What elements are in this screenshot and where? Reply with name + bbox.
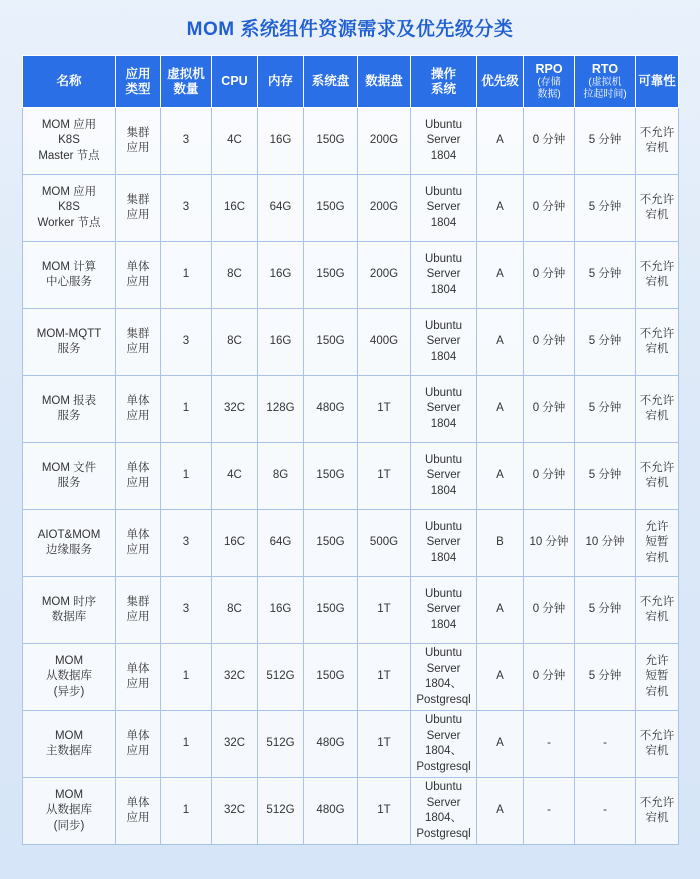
cell-app-type: 单体 应用 (116, 376, 161, 443)
header-memory: 内存 (258, 56, 304, 108)
header-data-disk: 数据盘 (358, 56, 411, 108)
cell-vm-count: 3 (161, 577, 212, 644)
cell-os: Ubuntu Server 1804 (411, 443, 477, 510)
cell-vm-count: 1 (161, 778, 212, 845)
cell-data-disk: 200G (358, 242, 411, 309)
cell-system-disk: 150G (304, 644, 358, 711)
cell-reliability: 允许 短暂 宕机 (636, 644, 679, 711)
header-priority: 优先级 (477, 56, 524, 108)
cell-os: Ubuntu Server 1804 (411, 309, 477, 376)
cell-system-disk: 480G (304, 778, 358, 845)
header-name: 名称 (23, 56, 116, 108)
cell-rto: 5 分钟 (575, 175, 636, 242)
cell-reliability: 不允许 宕机 (636, 376, 679, 443)
cell-vm-count: 1 (161, 644, 212, 711)
cell-os: Ubuntu Server 1804 (411, 108, 477, 175)
table-row (23, 644, 679, 711)
cell-rpo: 0 分钟 (524, 108, 575, 175)
cell-reliability: 不允许 宕机 (636, 577, 679, 644)
cell-priority: A (477, 644, 524, 711)
cell-system-disk: 150G (304, 309, 358, 376)
header-rpo: RPO (存储 数据) (524, 56, 575, 108)
cell-vm-count: 1 (161, 711, 212, 778)
cell-data-disk: 1T (358, 711, 411, 778)
header-system-disk: 系统盘 (304, 56, 358, 108)
cell-data-disk: 200G (358, 175, 411, 242)
cell-memory: 128G (258, 376, 304, 443)
cell-app-type: 集群 应用 (116, 577, 161, 644)
cell-cpu: 32C (212, 376, 258, 443)
cell-reliability: 允许 短暂 宕机 (636, 510, 679, 577)
header-app-type: 应用 类型 (116, 56, 161, 108)
cell-name: MOM 应用 K8S Worker 节点 (23, 175, 116, 242)
cell-name: MOM 时序 数据库 (23, 577, 116, 644)
cell-priority: A (477, 242, 524, 309)
cell-vm-count: 3 (161, 108, 212, 175)
cell-memory: 512G (258, 711, 304, 778)
cell-cpu: 8C (212, 242, 258, 309)
cell-data-disk: 1T (358, 376, 411, 443)
cell-os: Ubuntu Server 1804 (411, 577, 477, 644)
cell-name: MOM 文件 服务 (23, 443, 116, 510)
resource-table (22, 55, 679, 845)
cell-cpu: 32C (212, 778, 258, 845)
cell-cpu: 32C (212, 711, 258, 778)
cell-os: Ubuntu Server 1804、 Postgresql (411, 711, 477, 778)
table-row (23, 108, 679, 175)
cell-rto: 5 分钟 (575, 309, 636, 376)
cell-reliability: 不允许 宕机 (636, 309, 679, 376)
cell-reliability: 不允许 宕机 (636, 711, 679, 778)
cell-app-type: 单体 应用 (116, 510, 161, 577)
cell-priority: A (477, 175, 524, 242)
cell-rto: 5 分钟 (575, 443, 636, 510)
cell-memory: 16G (258, 108, 304, 175)
cell-memory: 64G (258, 510, 304, 577)
cell-data-disk: 1T (358, 577, 411, 644)
table-row (23, 242, 679, 309)
cell-reliability: 不允许 宕机 (636, 242, 679, 309)
cell-vm-count: 3 (161, 309, 212, 376)
cell-app-type: 单体 应用 (116, 242, 161, 309)
cell-name: MOM 从数据库 (同步) (23, 778, 116, 845)
cell-memory: 16G (258, 309, 304, 376)
cell-rpo: 0 分钟 (524, 242, 575, 309)
cell-app-type: 集群 应用 (116, 108, 161, 175)
cell-system-disk: 150G (304, 242, 358, 309)
cell-name: MOM 报表 服务 (23, 376, 116, 443)
cell-name: AIOT&MOM 边缘服务 (23, 510, 116, 577)
cell-vm-count: 1 (161, 242, 212, 309)
cell-priority: A (477, 376, 524, 443)
cell-app-type: 单体 应用 (116, 443, 161, 510)
cell-rto: 5 分钟 (575, 108, 636, 175)
cell-data-disk: 400G (358, 309, 411, 376)
table-row (23, 309, 679, 376)
page-title: MOM 系统组件资源需求及优先级分类 (186, 19, 514, 40)
cell-app-type: 单体 应用 (116, 644, 161, 711)
table-row (23, 376, 679, 443)
cell-vm-count: 1 (161, 443, 212, 510)
cell-os: Ubuntu Server 1804 (411, 242, 477, 309)
cell-rto: 5 分钟 (575, 242, 636, 309)
cell-cpu: 4C (212, 443, 258, 510)
cell-rpo: - (524, 778, 575, 845)
cell-rpo: 0 分钟 (524, 309, 575, 376)
cell-reliability: 不允许 宕机 (636, 108, 679, 175)
cell-rpo: 0 分钟 (524, 443, 575, 510)
cell-os: Ubuntu Server 1804 (411, 175, 477, 242)
cell-vm-count: 1 (161, 376, 212, 443)
header-vm-count: 虚拟机 数量 (161, 56, 212, 108)
cell-cpu: 8C (212, 577, 258, 644)
cell-system-disk: 150G (304, 577, 358, 644)
cell-rto: - (575, 711, 636, 778)
cell-priority: A (477, 309, 524, 376)
cell-cpu: 16C (212, 510, 258, 577)
cell-rpo: 10 分钟 (524, 510, 575, 577)
cell-rpo: - (524, 711, 575, 778)
table-row (23, 175, 679, 242)
cell-memory: 16G (258, 242, 304, 309)
header-reliability: 可靠性 (636, 56, 679, 108)
cell-rpo: 0 分钟 (524, 175, 575, 242)
cell-os: Ubuntu Server 1804 (411, 510, 477, 577)
table-row (23, 778, 679, 845)
cell-app-type: 集群 应用 (116, 309, 161, 376)
cell-system-disk: 480G (304, 711, 358, 778)
header-os: 操作 系统 (411, 56, 477, 108)
cell-rpo: 0 分钟 (524, 644, 575, 711)
cell-data-disk: 200G (358, 108, 411, 175)
cell-cpu: 4C (212, 108, 258, 175)
header-rto: RTO (虚拟机 拉起时间) (575, 56, 636, 108)
table-body (23, 108, 679, 845)
cell-system-disk: 150G (304, 108, 358, 175)
cell-data-disk: 1T (358, 443, 411, 510)
cell-system-disk: 150G (304, 443, 358, 510)
cell-vm-count: 3 (161, 175, 212, 242)
cell-system-disk: 150G (304, 175, 358, 242)
cell-rpo: 0 分钟 (524, 577, 575, 644)
cell-memory: 512G (258, 644, 304, 711)
cell-os: Ubuntu Server 1804 (411, 376, 477, 443)
table-row (23, 577, 679, 644)
cell-cpu: 32C (212, 644, 258, 711)
cell-priority: A (477, 577, 524, 644)
cell-priority: A (477, 108, 524, 175)
cell-priority: A (477, 711, 524, 778)
cell-os: Ubuntu Server 1804、 Postgresql (411, 778, 477, 845)
cell-reliability: 不允许 宕机 (636, 778, 679, 845)
cell-app-type: 单体 应用 (116, 778, 161, 845)
cell-reliability: 不允许 宕机 (636, 443, 679, 510)
header-cpu: CPU (212, 56, 258, 108)
table-header-row (23, 56, 679, 108)
cell-system-disk: 480G (304, 376, 358, 443)
cell-name: MOM 主数据库 (23, 711, 116, 778)
cell-cpu: 8C (212, 309, 258, 376)
cell-rto: 10 分钟 (575, 510, 636, 577)
cell-priority: A (477, 778, 524, 845)
cell-system-disk: 150G (304, 510, 358, 577)
cell-memory: 64G (258, 175, 304, 242)
cell-rto: - (575, 778, 636, 845)
table-row (23, 510, 679, 577)
cell-name: MOM 从数据库 (异步) (23, 644, 116, 711)
cell-data-disk: 1T (358, 644, 411, 711)
cell-app-type: 单体 应用 (116, 711, 161, 778)
cell-data-disk: 500G (358, 510, 411, 577)
cell-os: Ubuntu Server 1804、 Postgresql (411, 644, 477, 711)
cell-memory: 16G (258, 577, 304, 644)
cell-name: MOM-MQTT 服务 (23, 309, 116, 376)
cell-name: MOM 计算 中心服务 (23, 242, 116, 309)
cell-rto: 5 分钟 (575, 644, 636, 711)
cell-rto: 5 分钟 (575, 577, 636, 644)
cell-priority: A (477, 443, 524, 510)
cell-rto: 5 分钟 (575, 376, 636, 443)
table-row (23, 443, 679, 510)
cell-memory: 512G (258, 778, 304, 845)
cell-memory: 8G (258, 443, 304, 510)
cell-data-disk: 1T (358, 778, 411, 845)
cell-priority: B (477, 510, 524, 577)
table-row (23, 711, 679, 778)
cell-app-type: 集群 应用 (116, 175, 161, 242)
cell-vm-count: 3 (161, 510, 212, 577)
cell-name: MOM 应用 K8S Master 节点 (23, 108, 116, 175)
cell-rpo: 0 分钟 (524, 376, 575, 443)
cell-reliability: 不允许 宕机 (636, 175, 679, 242)
cell-cpu: 16C (212, 175, 258, 242)
